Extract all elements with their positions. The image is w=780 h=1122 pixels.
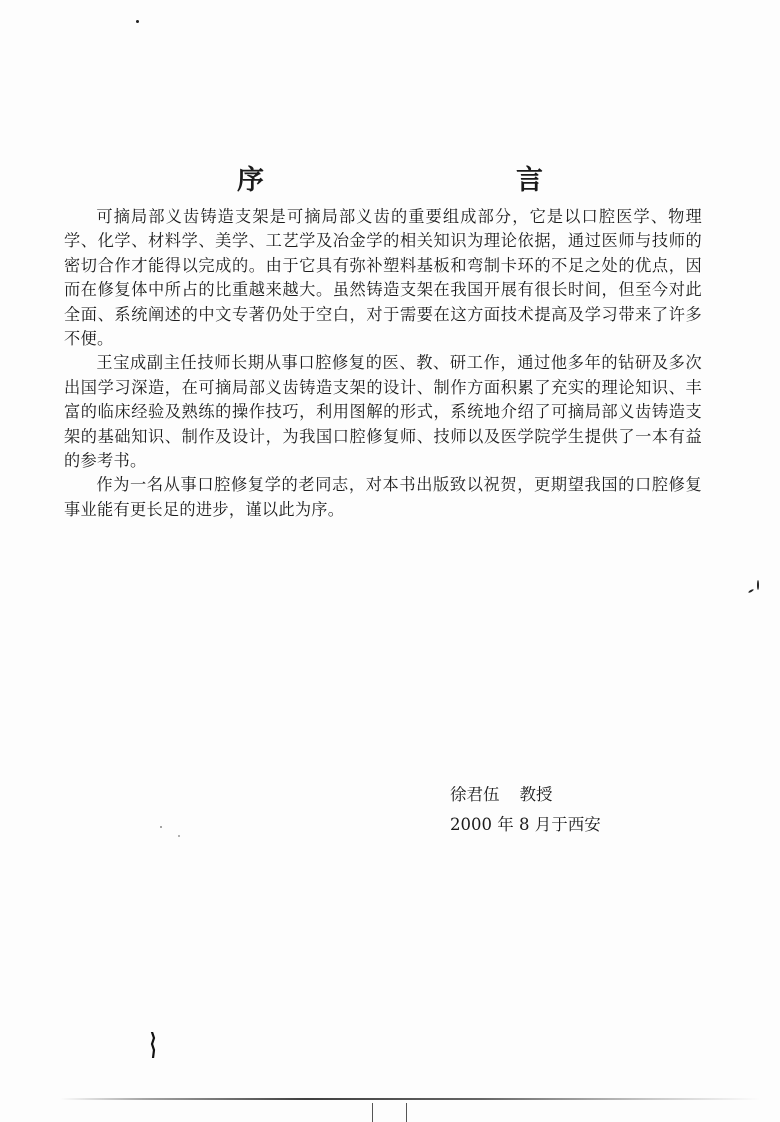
scan-speck bbox=[160, 826, 162, 828]
paragraph: 王宝成副主任技师长期从事口腔修复的医、教、研工作，通过他多年的钻研及多次出国学习深造，在可摘局部义齿铸造支架的设计、制作方面积累了充实的理论知识、丰富的临床经验及熟练的操作技巧，利用图解的形式，系统地介绍了可摘局部义齿铸造支架的基础知识、制作及设计，为我国口腔修复师、技师以及医学院学生提供了一本有益的参考书。 bbox=[64, 353, 702, 471]
scan-tick bbox=[406, 1103, 407, 1122]
preface-body bbox=[64, 205, 702, 522]
scan-speck bbox=[748, 589, 754, 594]
signature-block bbox=[450, 780, 601, 840]
signature-role: 教授 bbox=[519, 785, 553, 804]
signature-author: 徐君伍 bbox=[450, 785, 500, 804]
scan-tick bbox=[372, 1103, 373, 1122]
signature-name-line bbox=[450, 780, 601, 810]
scan-speck bbox=[757, 580, 759, 590]
scan-speck bbox=[136, 20, 139, 23]
scan-speck bbox=[178, 835, 180, 837]
ink-mark bbox=[150, 1032, 156, 1058]
page-title: 序 言 bbox=[237, 165, 609, 197]
signature-date-place: 2000 年 8 月于西安 bbox=[450, 815, 601, 834]
paragraph: 作为一名从事口腔修复学的老同志，对本书出版致以祝贺，更期望我国的口腔修复事业能有更长足的进步，谨以此为序。 bbox=[64, 475, 702, 519]
paragraph: 可摘局部义齿铸造支架是可摘局部义齿的重要组成部分，它是以口腔医学、物理学、化学、材料学、美学、工艺学及冶金学的相关知识为理论依据，通过医师与技师的密切合作才能得以完成的。由于它具有弥补塑料基板和弯制卡环的不足之处的优点，因而在修复体中所占的比重越来越大。虽然铸造支架在我国开展有很长时间，但至今对此全面、系统阐述的中文专著仍处于空白，对于需要在这方面技术提高及学习带来了许多不便。 bbox=[64, 207, 702, 349]
scan-bottom-rule bbox=[60, 1098, 760, 1100]
